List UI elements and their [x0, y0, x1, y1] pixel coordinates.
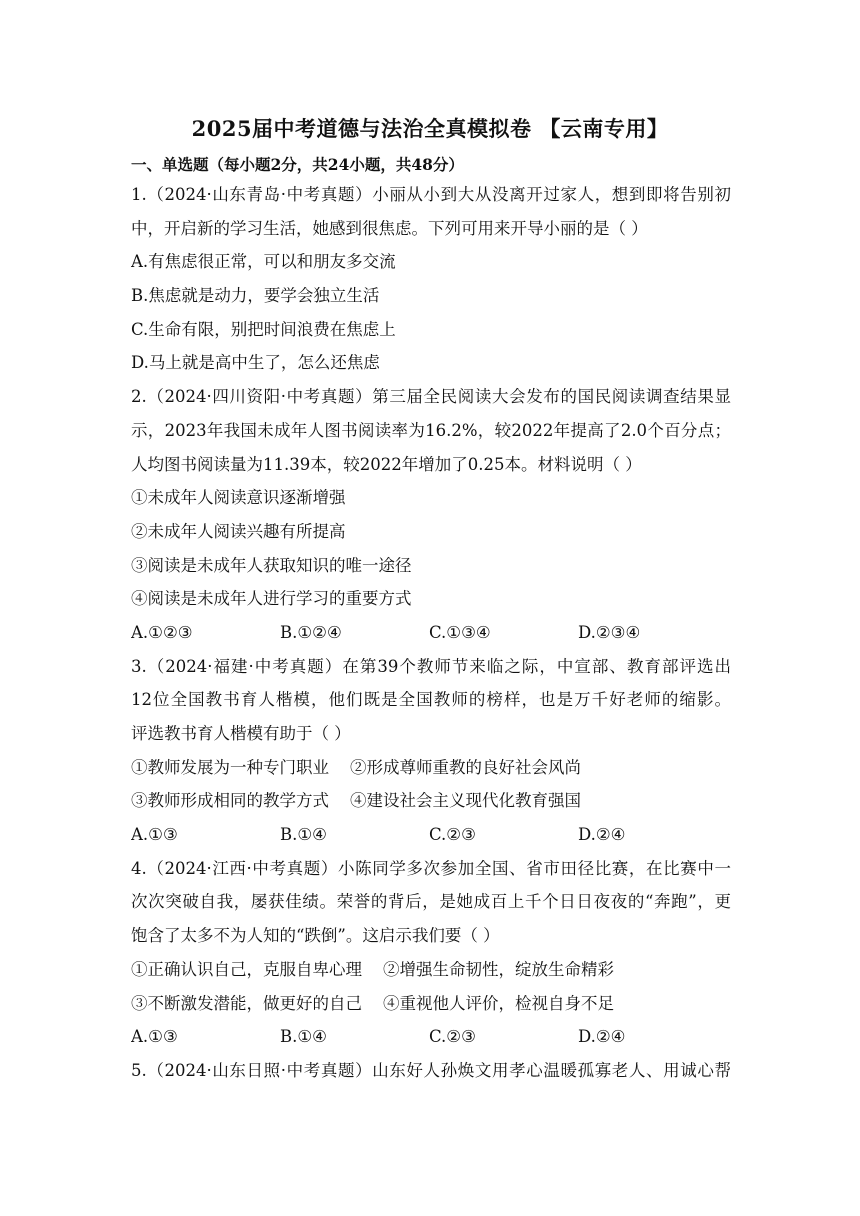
- answer-choices: [131, 616, 731, 650]
- question-3: [131, 650, 731, 852]
- choice-c: C.①③④: [429, 622, 491, 642]
- answer-choices: [131, 1020, 731, 1054]
- choice-d: D.②③④: [578, 622, 641, 642]
- exam-content: [131, 152, 731, 1088]
- section-heading: 一、单选题（每小题2分，共24小题，共48分）: [131, 155, 464, 174]
- question-stem-line: 5.（2024·山东日照·中考真题）山东好人孙焕文用孝心温暖孤寡老人、用诚心帮: [131, 1060, 731, 1080]
- statement-pair: ①正确认识自己，克服自卑心理 ②增强生命韧性，绽放生命精彩: [131, 959, 614, 979]
- choice-b: B.①④: [280, 1027, 327, 1047]
- question-stem-line: 次次突破自我，屡获佳绩。荣誉的背后，是她成百上千个日日夜夜的“奔跑”，更: [131, 892, 731, 912]
- statement-4: ④阅读是未成年人进行学习的重要方式: [131, 589, 412, 609]
- statement-pair: ③教师形成相同的教学方式 ④建设社会主义现代化教育强国: [131, 791, 581, 811]
- choice-b: B.①②④: [280, 622, 342, 642]
- choice-a: A.①③: [131, 1027, 178, 1047]
- question-stem-line: 示，2023年我国未成年人图书阅读率为16.2%，较2022年提高了2.0个百分点；: [131, 420, 731, 440]
- choice-c: C.②③: [429, 825, 476, 845]
- statement-2: ②未成年人阅读兴趣有所提高: [131, 521, 346, 541]
- question-stem-line: 2.（2024·四川资阳·中考真题）第三届全民阅读大会发布的国民阅读调查结果显: [131, 387, 731, 407]
- page-title: 2025届中考道德与法治全真模拟卷 【云南专用】: [191, 116, 669, 141]
- answer-choices: [131, 818, 731, 852]
- choice-a: A.①③: [131, 825, 178, 845]
- question-stem-line: 人均图书阅读量为11.39本，较2022年增加了0.25本。材料说明（ ）: [131, 454, 642, 474]
- statement-3: ③阅读是未成年人获取知识的唯一途径: [131, 555, 412, 575]
- question-1: [131, 178, 731, 380]
- choice-b: B.①④: [280, 825, 327, 845]
- question-stem-line: 饱含了太多不为人知的“跌倒”。这启示我们要（ ）: [131, 926, 500, 946]
- option-b: B.焦虑就是动力，要学会独立生活: [131, 286, 380, 306]
- question-stem-line: 3.（2024·福建·中考真题）在第39个教师节来临之际，中宣部、教育部评选出: [131, 656, 731, 676]
- question-stem-line: 中，开启新的学习生活，她感到很焦虑。下列可用来开导小丽的是（ ）: [131, 218, 648, 238]
- question-5: [131, 1054, 731, 1088]
- question-4: [131, 852, 731, 1054]
- question-stem-line: 12位全国教书育人楷模，他们既是全国教师的榜样，也是万千好老师的缩影。: [131, 690, 731, 710]
- choice-d: D.②④: [578, 825, 626, 845]
- choice-d: D.②④: [578, 1027, 626, 1047]
- option-d: D.马上就是高中生了，怎么还焦虑: [131, 353, 380, 373]
- statement-1: ①未成年人阅读意识逐渐增强: [131, 488, 346, 508]
- option-c: C.生命有限，别把时间浪费在焦虑上: [131, 319, 396, 339]
- question-stem-line: 4.（2024·江西·中考真题）小陈同学多次参加全国、省市田径比赛，在比赛中一: [131, 858, 731, 878]
- choice-c: C.②③: [429, 1027, 476, 1047]
- question-stem-line: 评选教书育人楷模有助于（ ）: [131, 724, 351, 743]
- choice-a: A.①②③: [131, 622, 193, 642]
- question-stem-line: 1.（2024·山东青岛·中考真题）小丽从小到大从没离开过家人，想到即将告别初: [131, 185, 731, 204]
- statement-pair: ①教师发展为一种专门职业 ②形成尊师重教的良好社会风尚: [131, 757, 581, 777]
- question-2: [131, 380, 731, 650]
- option-a: A.有焦虑很正常，可以和朋友多交流: [131, 252, 396, 272]
- statement-pair: ③不断激发潜能，做更好的自己 ④重视他人评价，检视自身不足: [131, 993, 614, 1013]
